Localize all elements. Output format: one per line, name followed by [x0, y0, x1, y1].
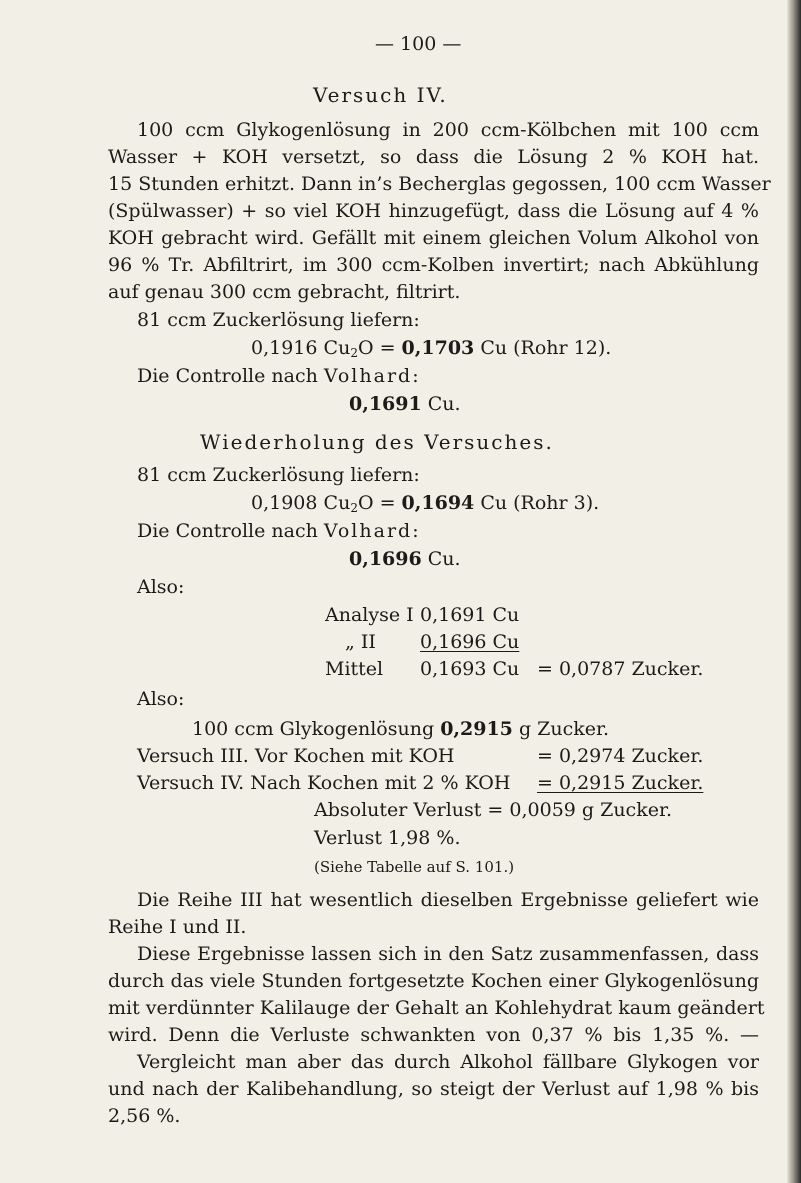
run1-control-result: 0,1691 Cu.: [349, 393, 461, 415]
run2-cu2o-formula: $Cu_2O$ =: [323, 492, 396, 515]
analysis-mean-value: 0,1693 Cu: [420, 658, 520, 680]
summary-note: (Siehe Tabelle auf S. 101.): [314, 858, 515, 876]
conclusion-line-7: Vergleicht man aber das durch Alkohol fällbare Glykogen vor: [137, 1051, 759, 1073]
analysis-row-2-value: 0,1696 Cu: [420, 631, 520, 653]
conclusion-line-3: Diese Ergebnisse lassen sich in den Satz zusammenfassen, dass: [137, 943, 759, 965]
run1-control-name: Volhard:: [323, 365, 421, 387]
run2-cu-tail: Cu (Rohr 3).: [480, 492, 600, 514]
intro-line-1: 100 ccm Glykogenlösung in 200 ccm-Kölbchen mit 100 ccm: [137, 119, 759, 141]
run1-sugar-line: 81 ccm Zuckerlösung liefern:: [137, 309, 420, 331]
analysis-mean-result: = 0,0787 Zucker.: [537, 658, 704, 680]
summary-line-4: Absoluter Verlust = 0,0059 g Zucker.: [314, 799, 672, 821]
run2-cu-line: [251, 491, 599, 515]
analysis-row-2-label: „ II: [345, 631, 376, 653]
summary-line-3: Versuch IV. Nach Kochen mit 2 % KOH: [137, 772, 511, 794]
run1-cu-line: [251, 336, 611, 360]
intro-line-6: 96 % Tr. Abfiltrirt, im 300 ccm-Kolben invertirt; nach Abkühlung: [108, 254, 759, 276]
conclusion-line-8: und nach der Kalibehandlung, so steigt der Verlust auf 1,98 % bis: [108, 1078, 759, 1100]
run2-control-value: 0,1696: [349, 548, 422, 570]
run2-cu-value: 0,1694: [401, 492, 475, 514]
run2-sugar-line: 81 ccm Zuckerlösung liefern:: [137, 464, 420, 486]
also-label-1: Also:: [137, 576, 185, 598]
intro-line-4: (Spülwasser) + so viel KOH hinzugefügt, dass die Lösung auf 4 %: [108, 200, 759, 222]
run2-control-name: Volhard:: [323, 520, 421, 542]
run1-cu-tail: Cu (Rohr 12).: [480, 337, 612, 359]
conclusion-line-1: Die Reihe III hat wesentlich dieselben Ergebnisse geliefert wie: [137, 889, 759, 911]
intro-line-3: 15 Stunden erhitzt. Dann in’s Becherglas gegossen, 100 ccm Wasser: [108, 173, 771, 195]
analysis-row-1-label: Analyse I: [325, 604, 414, 626]
run1-cu-value: 0,1703: [401, 337, 475, 359]
run2-control-result: 0,1696 Cu.: [349, 548, 461, 570]
summary-line-1: 100 ccm Glykogenlösung 0,2915 g Zucker.: [192, 718, 610, 740]
also-label-2: Also:: [137, 688, 185, 710]
analysis-row-1-value: 0,1691 Cu: [420, 604, 520, 626]
intro-line-2: Wasser + KOH versetzt, so dass die Lösung 2 % KOH hat.: [108, 146, 759, 168]
page-number: — 100 —: [375, 33, 462, 55]
book-spine-shadow: [787, 0, 801, 1183]
conclusion-line-4: durch das viele Stunden fortgesetzte Kochen einer Glykogenlösung: [108, 970, 759, 992]
run1-cu2o-value: 0,1916: [251, 337, 318, 359]
analysis-mean-label: Mittel: [325, 658, 384, 680]
summary-line-2-value: = 0,2974 Zucker.: [537, 745, 704, 767]
conclusion-line-2: Reihe I und II.: [108, 916, 247, 938]
intro-line-5: KOH gebracht wird. Gefällt mit einem gleichen Volum Alkohol von: [108, 227, 759, 249]
summary-line-5: Verlust 1,98 %.: [314, 827, 461, 849]
conclusion-line-6: wird. Denn die Verluste schwankten von 0,37 % bis 1,35 %. —: [108, 1024, 759, 1046]
run1-control-value: 0,1691: [349, 393, 422, 415]
summary-line-3-value: = 0,2915 Zucker.: [537, 772, 704, 794]
conclusion-line-9: 2,56 %.: [108, 1105, 181, 1127]
summary-line-2: Versuch III. Vor Kochen mit KOH: [137, 745, 455, 767]
run2-control-line: Die Controlle nach Volhard:: [137, 520, 421, 542]
conclusion-line-5: mit verdünnter Kalilauge der Gehalt an Kohlehydrat kaum geändert: [108, 997, 765, 1019]
repeat-heading: Wiederholung des Versuches.: [200, 430, 554, 454]
intro-line-7: auf genau 300 ccm gebracht, filtrirt.: [108, 281, 461, 303]
run1-control-line: Die Controlle nach Volhard:: [137, 365, 421, 387]
run1-cu2o-formula: $Cu_2O$ =: [323, 337, 396, 360]
run2-cu2o-value: 0,1908: [251, 492, 318, 514]
summary-bold-value: 0,2915: [440, 718, 513, 740]
section-heading: Versuch IV.: [313, 83, 448, 107]
